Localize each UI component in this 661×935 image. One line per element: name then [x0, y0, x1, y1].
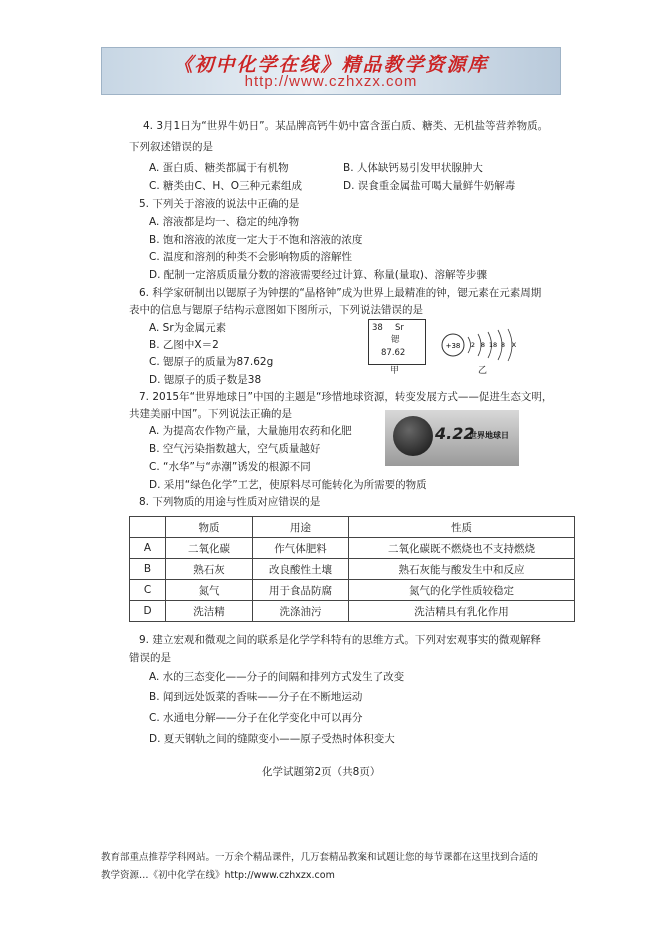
cell-atomic-mass: 87.62: [381, 348, 406, 358]
q8-cell: 作气体肥料: [253, 538, 349, 559]
page-footer: 化学试题第2页（共8页）: [262, 766, 381, 778]
poster-title: 世界地球日: [469, 431, 509, 440]
q8-cell: 熟石灰: [166, 559, 253, 580]
q6-stem-line2: 表中的信息与锶原子结构示意图如下图所示，下列说法错误的是: [129, 304, 423, 316]
q6-stem-line1: 6. 科学家研制出以锶原子为钟摆的“晶格钟”成为世界上最精准的钟，锶元素在元素周期: [139, 287, 542, 299]
q8-cell: 二氧化碳: [166, 538, 253, 559]
q4-stem-line2: 下列叙述错误的是: [129, 141, 213, 153]
atomic-structure-diagram: [440, 326, 520, 364]
q5-option-c: C. 温度和溶剂的种类不会影响物质的溶解性: [149, 251, 353, 263]
q8-cell: 氮气的化学性质较稳定: [349, 580, 575, 601]
label-jia: 甲: [390, 366, 400, 376]
q5-option-a: A. 溶液都是均一、稳定的纯净物: [149, 216, 300, 228]
shell-electron-count: 8: [480, 341, 486, 349]
q7-option-b: B. 空气污染指数越大，空气质量越好: [149, 443, 321, 455]
q8-cell: 熟石灰能与酸发生中和反应: [349, 559, 575, 580]
q8-header-cell: 性质: [349, 517, 575, 538]
banner-url[interactable]: http://www.czhxzx.com: [244, 73, 418, 90]
shell-electron-count: 2: [470, 341, 476, 349]
q7-stem-line1: 7. 2015年“世界地球日”中国的主题是“珍惜地球资源，转变发展方式——促进生态文明，: [139, 391, 553, 403]
bottom-note-line1: 教育部重点推荐学科网站。一万余个精品课件，几万套精品教案和试题让您的每节课都在这里找到合适的: [101, 852, 539, 863]
q9-option-d: D. 夏天钢轨之间的缝隙变小——原子受热时体积变大: [149, 733, 395, 745]
q7-option-d: D. 采用“绿色化学”工艺，使原料尽可能转化为所需要的物质: [149, 479, 427, 491]
label-yi: 乙: [478, 366, 488, 376]
q9-option-a: A. 水的三态变化——分子的间隔和排列方式发生了改变: [149, 671, 405, 683]
q5-option-d: D. 配制一定溶质质量分数的溶液需要经过计算、称量(量取)、溶解等步骤: [149, 269, 487, 281]
q6-option-a: A. Sr为金属元素: [149, 322, 227, 334]
q8-cell: C: [130, 580, 166, 601]
q4-option-c: C. 糖类由C、H、O三种元素组成: [149, 180, 302, 192]
cell-symbol: Sr: [395, 323, 404, 333]
q9-stem-line1: 9. 建立宏观和微观之间的联系是化学学科特有的思维方式。下列对宏观事实的微观解释: [139, 634, 541, 646]
q6-option-d: D. 锶原子的质子数是38: [149, 374, 262, 386]
banner-title: 《初中化学在线》精品教学资源库: [173, 54, 489, 76]
q6-option-b: B. 乙图中X＝2: [149, 339, 219, 351]
q8-cell: 氮气: [166, 580, 253, 601]
q8-cell: A: [130, 538, 166, 559]
q8-header-cell: [130, 517, 166, 538]
globe-icon: [393, 416, 433, 456]
q8-table-row: [130, 559, 575, 580]
q8-header-cell: 物质: [166, 517, 253, 538]
q9-stem-line2: 错误的是: [129, 652, 171, 664]
q8-table-header: [130, 517, 575, 538]
q8-cell: 洗洁精具有乳化作用: [349, 601, 575, 622]
q7-option-c: C. “水华”与“赤潮”诱发的根源不同: [149, 461, 311, 473]
q7-option-a: A. 为提高农作物产量，大量施用农药和化肥: [149, 425, 352, 437]
q9-option-c: C. 水通电分解——分子在化学变化中可以再分: [149, 712, 363, 724]
bottom-note-line2[interactable]: 教学资源…《初中化学在线》http://www.czhxzx.com: [101, 870, 335, 881]
periodic-table-cell: [368, 319, 426, 365]
q8-cell: 洗洁精: [166, 601, 253, 622]
earth-day-poster: [385, 410, 519, 466]
cell-atomic-number: 38: [372, 323, 383, 333]
q8-stem: 8. 下列物质的用途与性质对应错误的是: [139, 496, 321, 508]
q8-table-row: [130, 601, 575, 622]
shell-electron-count: 18: [488, 341, 498, 349]
q8-cell: 二氧化碳既不燃烧也不支持燃烧: [349, 538, 575, 559]
q8-cell: 改良酸性土壤: [253, 559, 349, 580]
q8-table: [129, 516, 575, 622]
shell-electron-count: X: [511, 341, 517, 349]
q4-option-d: D. 误食重金属盐可喝大量鲜牛奶解毒: [343, 180, 516, 192]
q8-cell: B: [130, 559, 166, 580]
q7-stem-line2: 共建美丽中国”。下列说法正确的是: [129, 408, 292, 420]
q8-cell: D: [130, 601, 166, 622]
q8-table-row: [130, 580, 575, 601]
q8-cell: 用于食品防腐: [253, 580, 349, 601]
q4-stem-line1: 4. 3月1日为“世界牛奶日”。某品牌高钙牛奶中富含蛋白质、糖类、无机盐等营养物质。: [143, 120, 549, 132]
q4-option-b: B. 人体缺钙易引发甲状腺肿大: [343, 162, 483, 174]
q8-header-cell: 用途: [253, 517, 349, 538]
q8-table-row: [130, 538, 575, 559]
q4-option-a: A. 蛋白质、糖类都属于有机物: [149, 162, 289, 174]
cell-name: 锶: [391, 335, 400, 345]
q5-option-b: B. 饱和溶液的浓度一定大于不饱和溶液的浓度: [149, 234, 363, 246]
poster-date: 4.22: [435, 424, 475, 443]
q5-stem: 5. 下列关于溶液的说法中正确的是: [139, 198, 300, 210]
q9-option-b: B. 闻到远处饭菜的香味——分子在不断地运动: [149, 691, 363, 703]
q8-cell: 洗涤油污: [253, 601, 349, 622]
header-banner: [101, 47, 561, 95]
shell-electron-count: 8: [500, 341, 506, 349]
q6-option-c: C. 锶原子的质量为87.62g: [149, 356, 274, 368]
nucleus-charge: +38: [445, 342, 461, 350]
